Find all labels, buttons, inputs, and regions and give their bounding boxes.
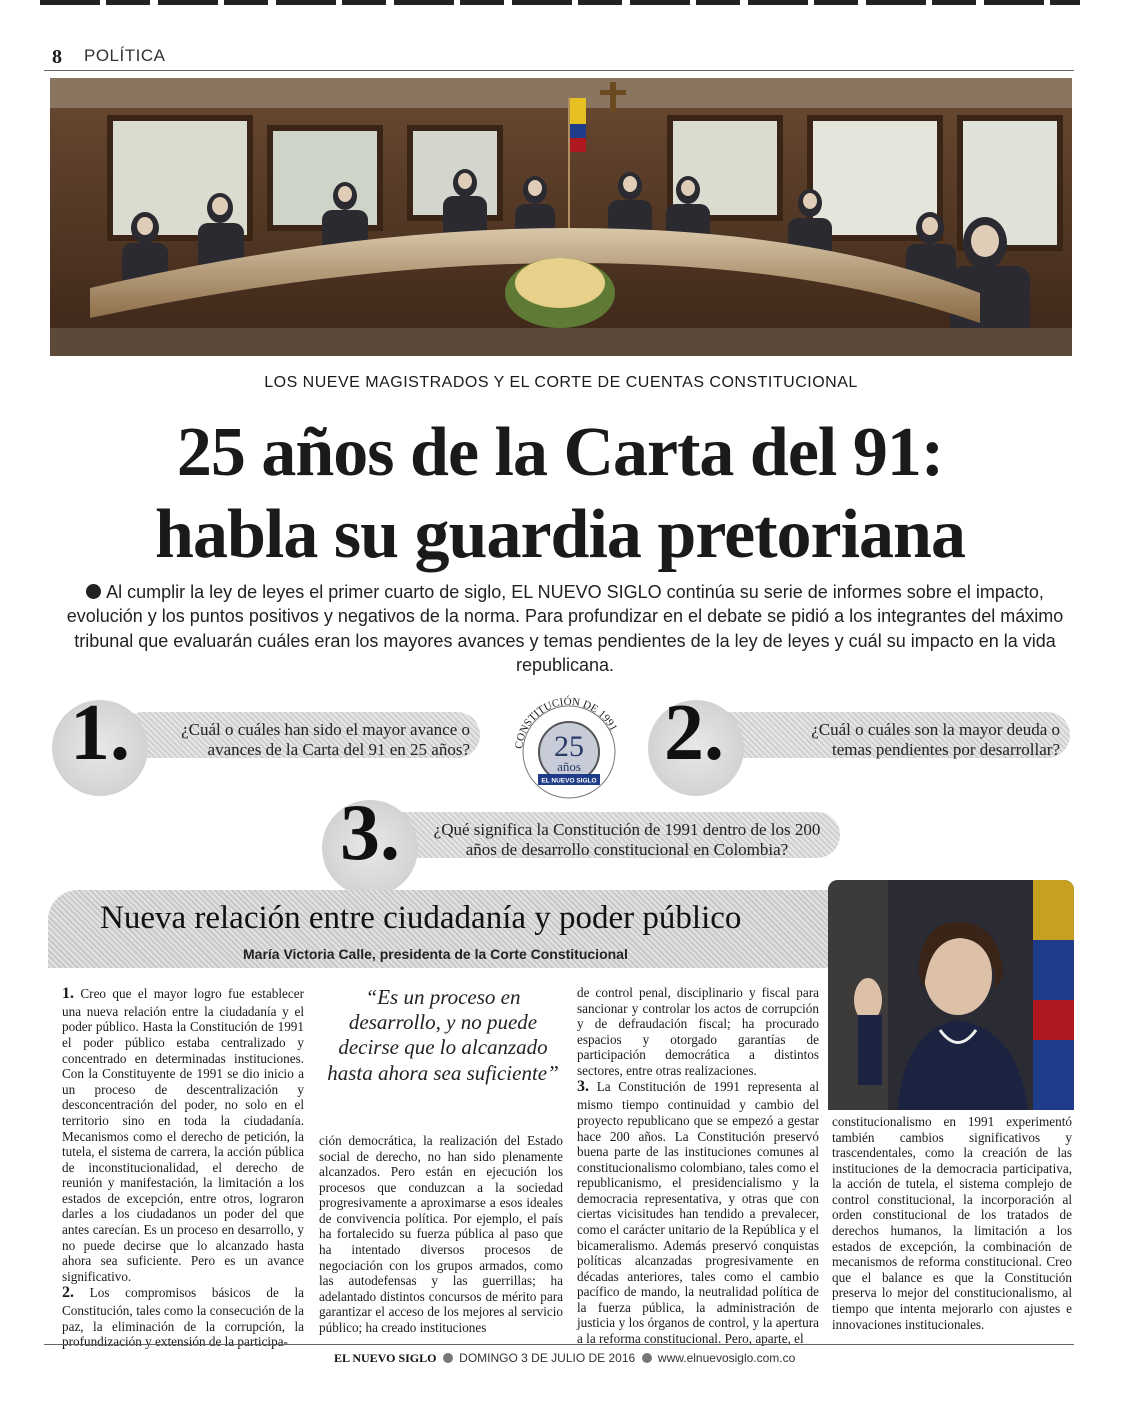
portrait-photo xyxy=(828,880,1074,1110)
footer-dot-icon xyxy=(642,1353,652,1363)
badge-brand: EL NUEVO SIGLO xyxy=(541,777,597,785)
answer-3-number: 3. xyxy=(577,1078,589,1096)
footer-line xyxy=(334,1351,795,1366)
court-photo xyxy=(50,78,1072,356)
badge-number: 25 xyxy=(554,730,584,763)
feature-title: Nueva relación entre ciudadanía y poder público xyxy=(100,900,742,936)
footer-url[interactable]: www.elnuevosiglo.com.co xyxy=(657,1351,796,1365)
headline-line-2: habla su guardia pretoriana xyxy=(155,495,965,573)
answer-3-text: La Constitución de 1991 representa al mismo tiempo continuidad y cambio del proyecto republicano que se empezó a gestar hace 200 años. La Constitución preservó buena parte de las instituciones comunes al constitucionalismo colombiano, tales como el republicanismo, el presidencialismo y la democracia representativa, y otras que con ciertas vicisitudes han tendido a prevalecer, como el carácter unitario de la República y el bicameralismo. Además preservó conquistas políticas alcanzadas progresivamente en décadas anteriores, tales como el cambio pacífico de mando, la neutralidad política de la fuerza pública, la administración de justicia y los órganos de control, y la apertura a la reforma constitucional. Pero, aparte, el xyxy=(577,1079,819,1347)
footer-date: DOMINGO 3 DE JULIO DE 2016 xyxy=(459,1351,636,1365)
answer-2-number: 2. xyxy=(62,1284,74,1302)
question-2-line-2: temas pendientes por desarrollar? xyxy=(832,739,1060,759)
question-1-line-1: ¿Cuál o cuáles han sido el mayor avance o xyxy=(181,720,470,739)
question-3-line-1: ¿Qué significa la Constitución de 1991 dentro de los 200 xyxy=(433,820,821,839)
pull-quote: “Es un proceso en desarrollo, y no puede decirse que lo alcanzado hasta ahora sea suficiente” xyxy=(327,985,559,1085)
lead-paragraph xyxy=(60,580,1070,678)
column-4 xyxy=(832,1114,1072,1332)
question-3-line-2: años de desarrollo constitucional en Colombia? xyxy=(465,839,789,859)
question-3-text xyxy=(420,820,834,859)
section-label: POLÍTICA xyxy=(84,46,166,65)
column-3 xyxy=(577,985,819,1347)
footer-brand: EL NUEVO SIGLO xyxy=(334,1351,437,1365)
headline-line-1: 25 años de la Carta del 91: xyxy=(176,414,944,491)
answer-2-continued: ción democrática, la realización del Estado social de derecho, no han sido plenamente alcanzados. Pero están en ejecución los procesos que conduzcan a la sociedad progresivamente a aproximarse a esos ideales de convivencia política. Por ejemplo, el país ha fortalecido su fuerza pública al paso que ha intentado diversos procesos de negociación con los grupos armados, como las autodefensas y las guerrillas; ha adelantado distintos concursos de mérito para garantizar el acceso de los mejores al servicio público; ha creado instituciones xyxy=(319,1133,563,1335)
column-2 xyxy=(319,1133,563,1336)
feature-author: María Victoria Calle, presidenta de la Corte Constitucional xyxy=(243,946,628,962)
answer-1-paragraph xyxy=(62,985,304,1284)
answer-1-number: 1. xyxy=(62,985,74,1002)
column-1 xyxy=(62,985,304,1350)
question-1-text xyxy=(150,720,470,759)
bullet-icon xyxy=(86,584,101,599)
lead-text: Al cumplir la ley de leyes el primer cuarto de siglo, EL NUEVO SIGLO continúa su serie de informes sobre el impacto, evolución y los puntos positivos y negativos de la norma. Para profundizar en el debate se pidió a los integrantes del máximo tribunal que evaluarán cuáles eran los mayores avances y temas pendientes de la ley de leyes y cuál su impacto en la vida republicana. xyxy=(66,582,1064,676)
question-1-line-2: avances de la Carta del 91 en 25 años? xyxy=(207,739,470,759)
page-number: 8 xyxy=(52,46,62,68)
answer-1-text: Creo que el mayor logro fue establecer una nueva relación entre la ciudadanía y el poder público. Hasta la Constitución de 1991 el poder público estaba centralizado y concentrado en determinadas instituciones. Con la Constituyente de 1991 se dio inicio a un proceso de descentralización y desconcentración del poder, no solo en el territorio sino en toda la ciudadanía. Mecanismos como el derecho de petición, la tutela, el sistema de carrera, la acción pública de inconstitucionalidad, el derecho de reunión y manifestación, la limitación a los estados de excepción, entre otros, lograron darles a los ciudadanos un poder del que antes carecían. Es un proceso en desarrollo, y no puede decirse que lo alcanzado hasta ahora sea suficiente. Pero es un avance significativo. xyxy=(62,986,304,1284)
page-header xyxy=(44,44,1074,71)
footer-dot-icon xyxy=(443,1353,453,1363)
question-2-line-1: ¿Cuál o cuáles son la mayor deuda o xyxy=(811,720,1060,739)
question-1-number: 1. xyxy=(70,689,130,777)
badge-arc-text: CONSTITUCIÓN DE 1991 xyxy=(513,695,620,750)
question-3-number: 3. xyxy=(340,789,400,877)
answer-3-paragraph xyxy=(577,1078,819,1346)
page-footer xyxy=(44,1344,1074,1365)
question-2-number: 2. xyxy=(664,689,724,777)
headline xyxy=(40,412,1080,576)
answer-3-continued: constitucionalismo en 1991 experimentó también cambios significativos y trascendentales, como la creación de las instituciones de la democracia participativa, la acción de tutela, el sistema complejo de control constitucional, la incorporación al orden constitucional de los tratados de derechos humanos, la limitación a los estados de excepción, la combinación de mecanismos de reforma constitucional. Creo que el balance es que la Constitución preserva lo mejor del constitucionalismo, al tiempo que intenta mejorarlo con ajustes e innovaciones institucionales. xyxy=(832,1114,1072,1332)
top-rule xyxy=(40,0,1080,5)
badge-unit: años xyxy=(557,759,581,774)
answer-2-end: de control penal, disciplinario y fiscal para sancionar y controlar los actos de corrupción y de defraudación fiscal; ha procurado espacios y otorgado garantías de participación democrática a distintos sectores, entre otras realizaciones. xyxy=(577,985,819,1078)
anniversary-badge xyxy=(508,690,630,800)
question-2-text xyxy=(750,720,1060,759)
answer-2-text: Los compromisos básicos de la Constitución, tales como la consecución de la paz, la eliminación de la corrupción, la profundización y extensión de la participa- xyxy=(62,1285,304,1350)
photo-caption: LOS NUEVE MAGISTRADOS Y EL CORTE DE CUENTAS CONSTITUCIONAL xyxy=(264,374,858,391)
answer-2-paragraph xyxy=(62,1284,304,1350)
